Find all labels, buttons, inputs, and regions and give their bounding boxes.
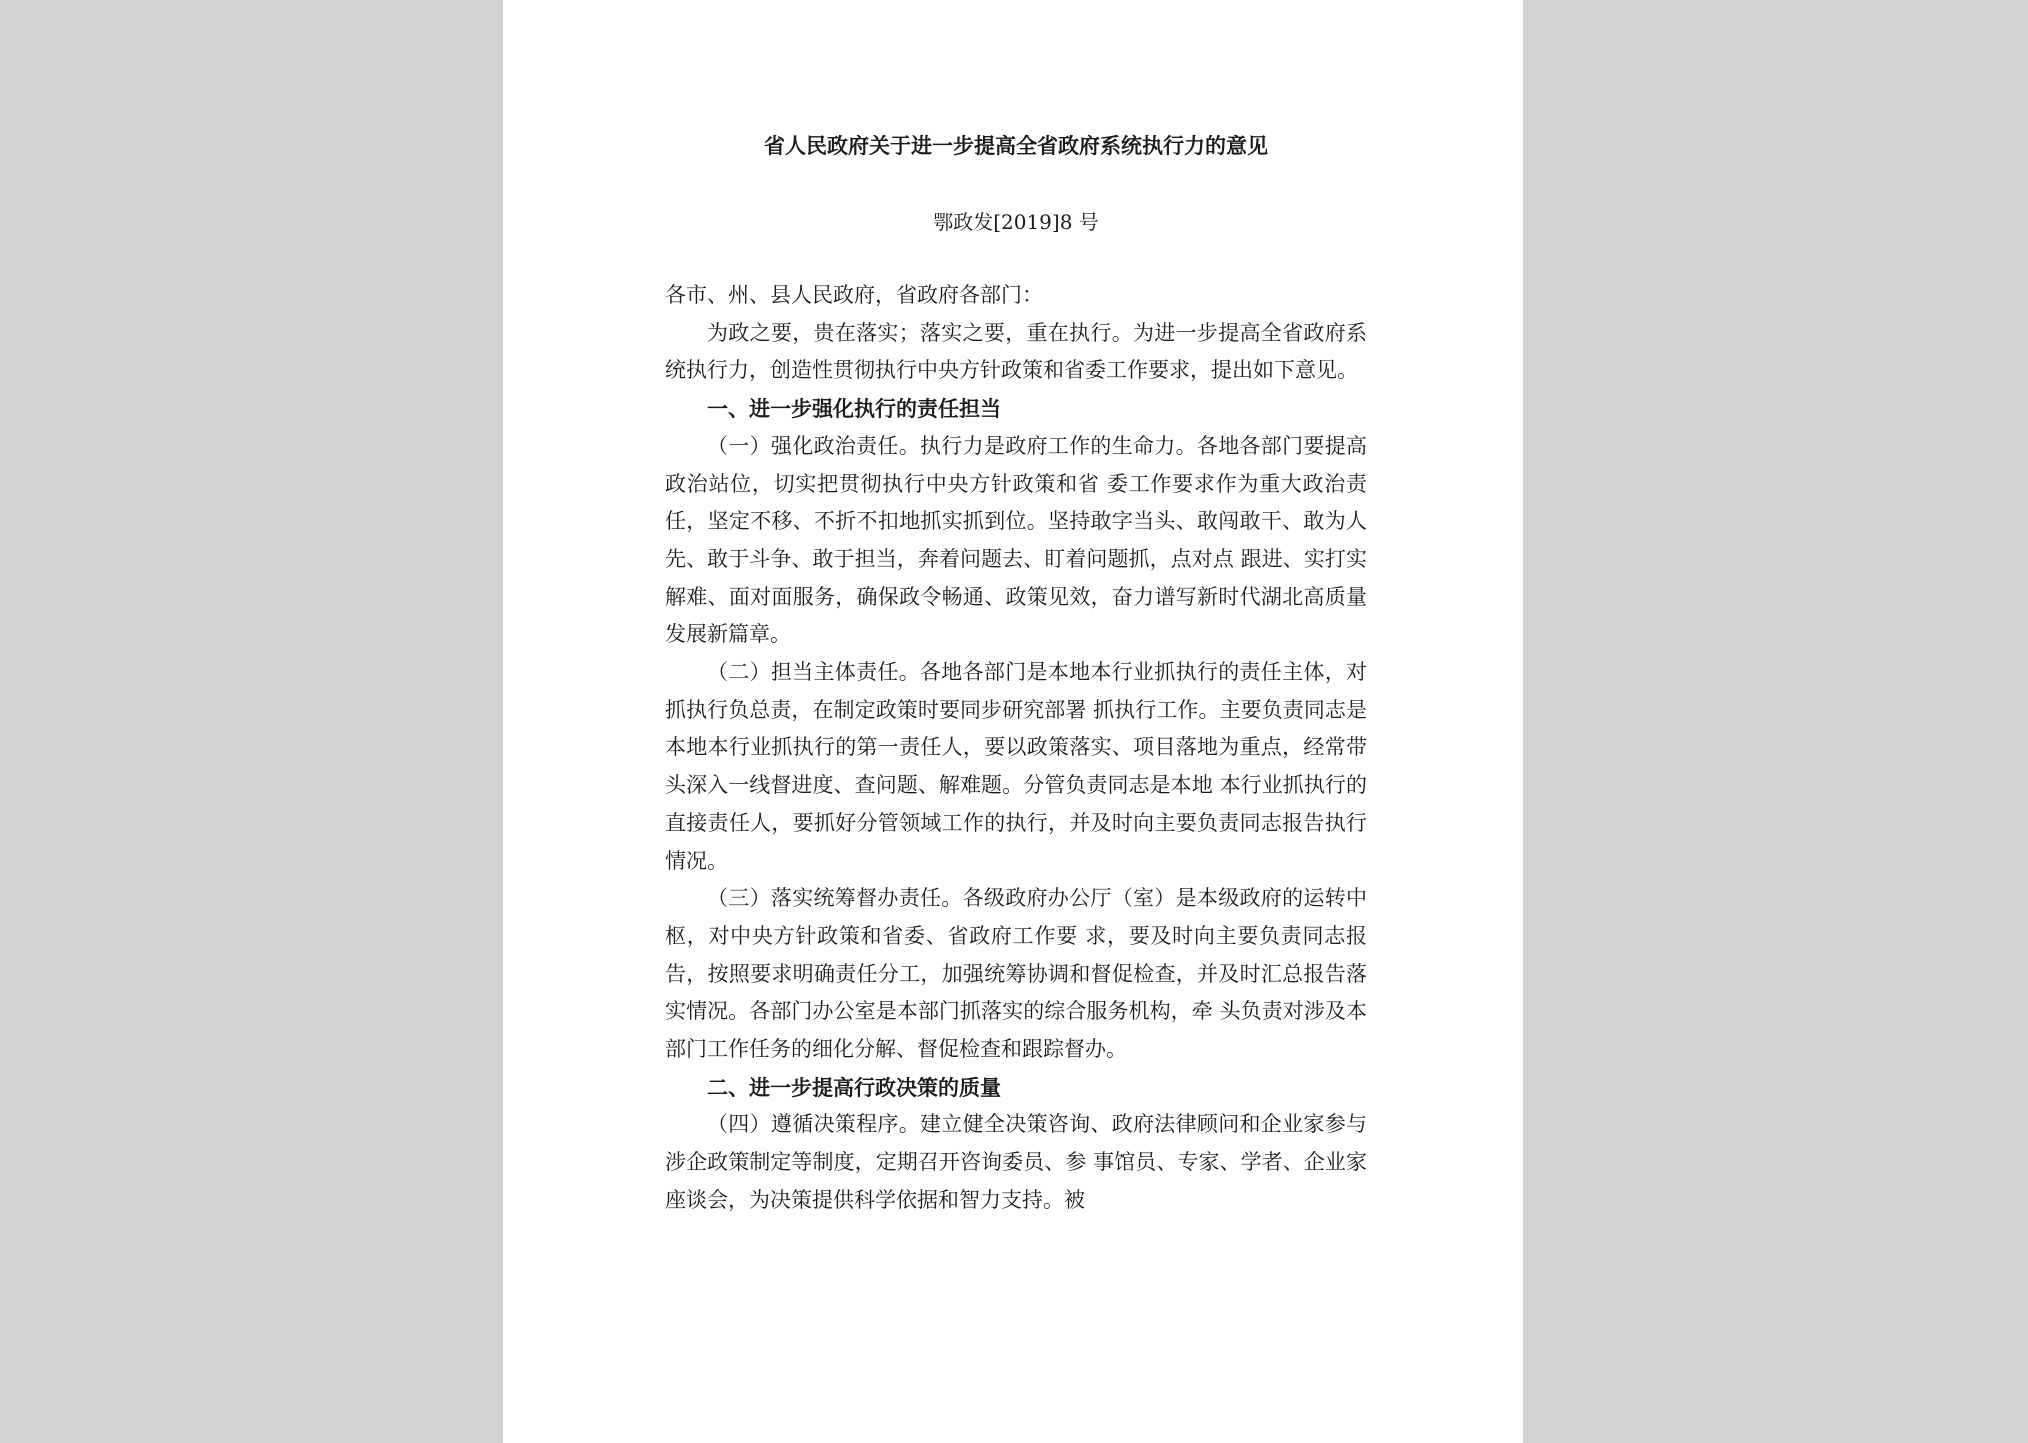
salutation: 各市、州、县人民政府，省政府各部门： xyxy=(665,283,1043,307)
intro-paragraph: 为政之要，贵在落实；落实之要，重在执行。为进一步提高全省政府系统执行力，创造性贯彻执行中央方针政策和省委工作要求，提出如下意见。 xyxy=(665,320,1367,383)
document-number: 鄂政发[2019]8 号 xyxy=(933,210,1099,234)
document-page xyxy=(503,0,1523,1443)
paragraph-3: （三）落实统筹督办责任。各级政府办公厅（室）是本级政府的运转中枢，对中央方针政策和省委、省政府工作要 求，要及时向主要负责同志报告，按照要求明确责任分工，加强统筹协调和督促检查，并及时汇总报告落实情况。各部门办公室是本部门抓落实的综合服务机构，牵 头负责对涉及本部门工作任务的细化分解、督促检查和跟踪督办。 xyxy=(665,886,1367,1062)
paragraph-2: （二）担当主体责任。各地各部门是本地本行业抓执行的责任主体，对抓执行负总责，在制定政策时要同步研究部署 抓执行工作。主要负责同志是本地本行业抓执行的第一责任人，要以政策落实、项目落地为重点，经常带头深入一线督进度、查问题、解难题。分管负责同志是本地 本行业抓执行的直接责任人，要抓好分管领域工作的执行，并及时向主要负责同志报告执行情况。 xyxy=(665,660,1367,873)
document-body xyxy=(665,277,1367,1220)
document-title: 省人民政府关于进一步提高全省政府系统执行力的意见 xyxy=(764,133,1268,158)
paragraph-4: （四）遵循决策程序。建立健全决策咨询、政府法律顾问和企业家参与涉企政策制定等制度，定期召开咨询委员、参 事馆员、专家、学者、企业家座谈会，为决策提供科学依据和智力支持。被 xyxy=(665,1112,1367,1212)
section-heading-1: 一、进一步强化执行的责任担当 xyxy=(707,396,1001,422)
section-heading-2: 二、进一步提高行政决策的质量 xyxy=(707,1074,1001,1100)
paragraph-1: （一）强化政治责任。执行力是政府工作的生命力。各地各部门要提高政治站位，切实把贯彻执行中央方针政策和省 委工作要求作为重大政治责任，坚定不移、不折不扣地抓实抓到位。坚持敢字当头、敢闯敢干、敢为人先、敢于斗争、敢于担当，奔着问题去、盯着问题抓，点对点 跟进、实打实解难、面对面服务，确保政令畅通、政策见效，奋力谱写新时代湖北高质量发展新篇章。 xyxy=(665,433,1367,647)
